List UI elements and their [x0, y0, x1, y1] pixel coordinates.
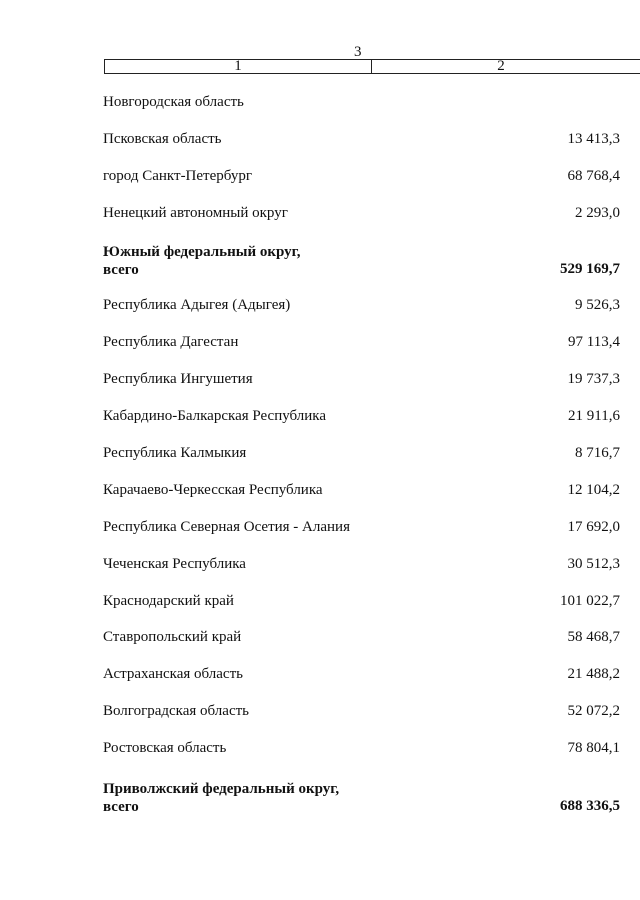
region-name: Ненецкий автономный округ	[103, 205, 288, 221]
region-name: Новгородская область	[103, 94, 244, 110]
region-name: Республика Дагестан	[103, 334, 239, 350]
district-name-line2: всего	[103, 799, 139, 815]
region-name: Ставропольский край	[103, 629, 242, 645]
region-name: город Санкт-Петербург	[103, 168, 252, 184]
region-name: Краснодарский край	[103, 593, 234, 609]
district-name-line1: Приволжский федеральный округ,	[103, 781, 340, 797]
region-value: 97 113,4	[568, 334, 620, 350]
region-value: 21 488,2	[567, 666, 620, 682]
region-value: 52 072,2	[567, 703, 620, 719]
column-header-row	[104, 59, 640, 74]
column-header-2: 2	[497, 58, 505, 74]
region-value: 8 716,7	[575, 445, 620, 461]
district-name-line2: всего	[103, 262, 139, 278]
region-value: 9 526,3	[575, 297, 620, 313]
region-value: 58 468,7	[567, 629, 620, 645]
region-name: Чеченская Республика	[103, 556, 246, 572]
region-name: Республика Калмыкия	[103, 445, 247, 461]
region-name: Ростовская область	[103, 740, 227, 756]
region-name: Астраханская область	[103, 666, 243, 682]
region-value: 30 512,3	[567, 556, 620, 572]
region-value: 101 022,7	[560, 593, 620, 609]
region-name: Псковская область	[103, 131, 222, 147]
region-name: Республика Ингушетия	[103, 371, 253, 387]
region-value: 2 293,0	[575, 205, 620, 221]
region-name: Кабардино-Балкарская Республика	[103, 408, 327, 424]
region-value: 12 104,2	[567, 482, 620, 498]
region-value: 17 692,0	[567, 519, 620, 535]
region-name: Волгоградская область	[103, 703, 249, 719]
region-name: Республика Адыгея (Адыгея)	[103, 297, 291, 313]
region-value: 19 737,3	[567, 371, 620, 387]
page-number: 3	[354, 44, 362, 60]
region-value: 68 768,4	[567, 168, 620, 184]
region-name: Республика Северная Осетия - Алания	[103, 519, 350, 535]
region-value: 78 804,1	[567, 740, 620, 756]
region-name: Карачаево-Черкесская Республика	[103, 482, 323, 498]
column-header-1: 1	[105, 60, 372, 73]
region-value: 13 413,3	[567, 131, 620, 147]
district-total-value: 529 169,7	[560, 261, 620, 277]
region-value: 21 911,6	[568, 408, 620, 424]
district-total-value: 688 336,5	[560, 798, 620, 814]
district-name-line1: Южный федеральный округ,	[103, 244, 301, 260]
